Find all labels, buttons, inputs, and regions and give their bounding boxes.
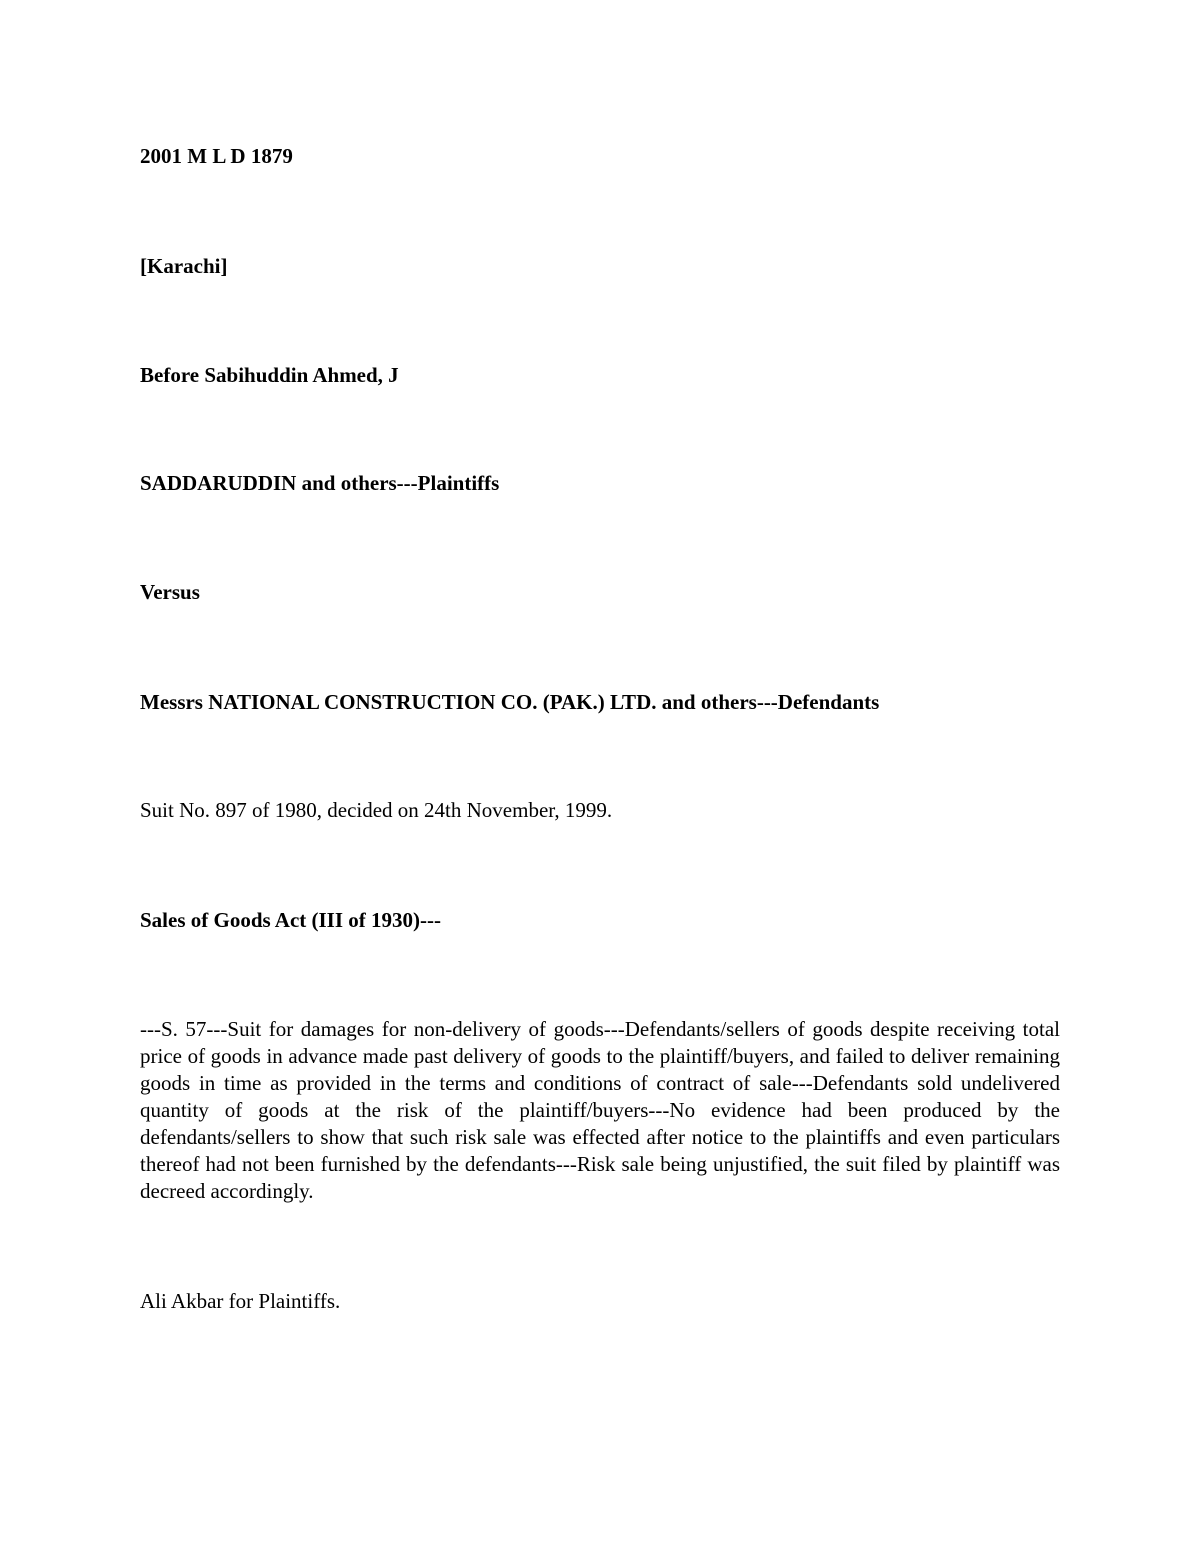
headnote-paragraph: ---S. 57---Suit for damages for non-delivery of goods---Defendants/sellers of goods despite receiving total price of goods in advance made past delivery of goods to the plaintiff/buyers, and failed to deliver remaining goods in time as provided in the terms and conditions of contract of sale---Defendants sold undelivered quantity of goods at the risk of the plaintiff/buyers---No evidence had been produced by the defendants/sellers to show that such risk sale was effected after notice to the plaintiffs and even particulars thereof had not been furnished by the defendants---Risk sale being unjustified, the suit filed by plaintiff was decreed accordingly. bbox=[140, 1017, 1060, 1203]
court-name: [Karachi] bbox=[140, 254, 228, 278]
case-citation: 2001 M L D 1879 bbox=[140, 144, 293, 168]
versus-label: Versus bbox=[140, 580, 200, 604]
suit-info: Suit No. 897 of 1980, decided on 24th November, 1999. bbox=[140, 798, 613, 822]
defendants-title: Messrs NATIONAL CONSTRUCTION CO. (PAK.) LTD. and others---Defendants bbox=[140, 690, 880, 714]
bench-judge: Before Sabihuddin Ahmed, J bbox=[140, 363, 399, 387]
counsel-line: Ali Akbar for Plaintiffs. bbox=[140, 1289, 341, 1313]
plaintiffs-title: SADDARUDDIN and others---Plaintiffs bbox=[140, 471, 500, 495]
statute-heading: Sales of Goods Act (III of 1930)--- bbox=[140, 908, 441, 932]
